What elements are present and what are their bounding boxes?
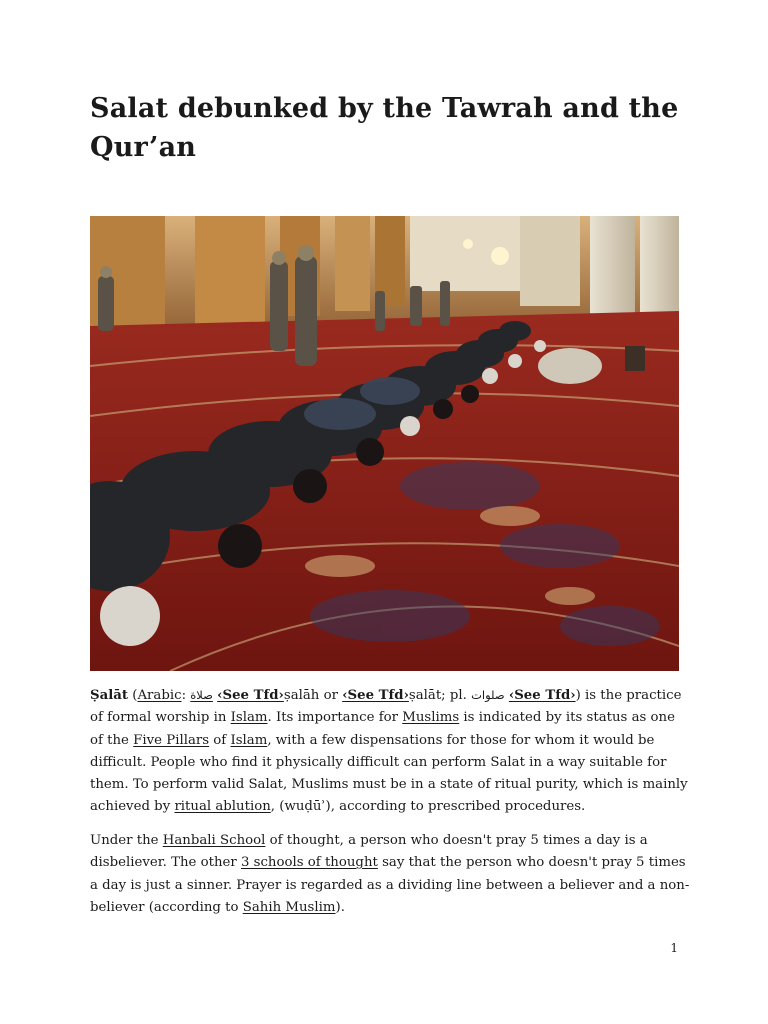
arabic-text-plural: صلوات [471, 688, 505, 702]
text-run: Under the [90, 833, 163, 848]
link-muslims[interactable]: Muslims [402, 710, 460, 726]
page-title: Salat debunked by the Tawrah and the Qur’an [90, 93, 679, 163]
link-islam[interactable]: Islam [230, 732, 268, 748]
link-hanbali-school[interactable]: Hanbali School [162, 833, 266, 848]
text-run: of thought, a person who doesn't pray 5 times a day is a disbeliever. The other [90, 833, 648, 871]
link-ritual-ablution[interactable]: ritual ablution [174, 799, 271, 815]
link-arabic[interactable]: Arabic [137, 688, 182, 703]
text-run: say that the person who doesn't pray 5 times a day is just a sinner. Prayer is regarded as a dividing line between a believer and a non-believer (according to [90, 855, 690, 915]
link-3-schools-of-thought[interactable]: 3 schools of thought [240, 855, 378, 871]
text-run: ( [128, 688, 138, 703]
text-run: ) is the practice of formal worship in [90, 688, 682, 726]
mosque-prayer-photo [90, 216, 679, 671]
text-run: ṣalāh or [283, 688, 343, 703]
text-run: ). [335, 899, 345, 915]
text-run: is indicated by its status as one of the [90, 710, 675, 748]
arabic-text-salat: صلاة [190, 688, 213, 702]
link-islam[interactable]: Islam [230, 710, 268, 726]
paragraph-schools-of-thought [90, 830, 690, 919]
paragraph-salat-definition [90, 684, 690, 819]
see-tfd-link[interactable]: ‹See Tfd› [342, 688, 409, 703]
link-sahih-muslim[interactable]: Sahih Muslim [242, 899, 336, 915]
page-number: 1 [670, 941, 678, 955]
text-run: ṣalāt; pl. [408, 688, 472, 703]
text-run: of [209, 732, 231, 748]
link-five-pillars[interactable]: Five Pillars [133, 732, 210, 748]
see-tfd-link[interactable]: ‹See Tfd› [217, 688, 284, 703]
text-run: : [181, 688, 191, 703]
see-tfd-link[interactable]: ‹See Tfd› [508, 688, 576, 703]
text-run: . Its importance for [267, 710, 403, 726]
term-salat: Ṣalāt [90, 688, 129, 703]
text-run: , with a few dispensations for those for whom it would be difficult. People who find it physically difficult can perform Salat in a way suitable for them. To perform valid Salat, Muslims must be in a state of ritual purity, which is mainly achieved by [90, 732, 688, 815]
text-run: , (wuḍūʾ), according to prescribed procedures. [270, 799, 586, 815]
